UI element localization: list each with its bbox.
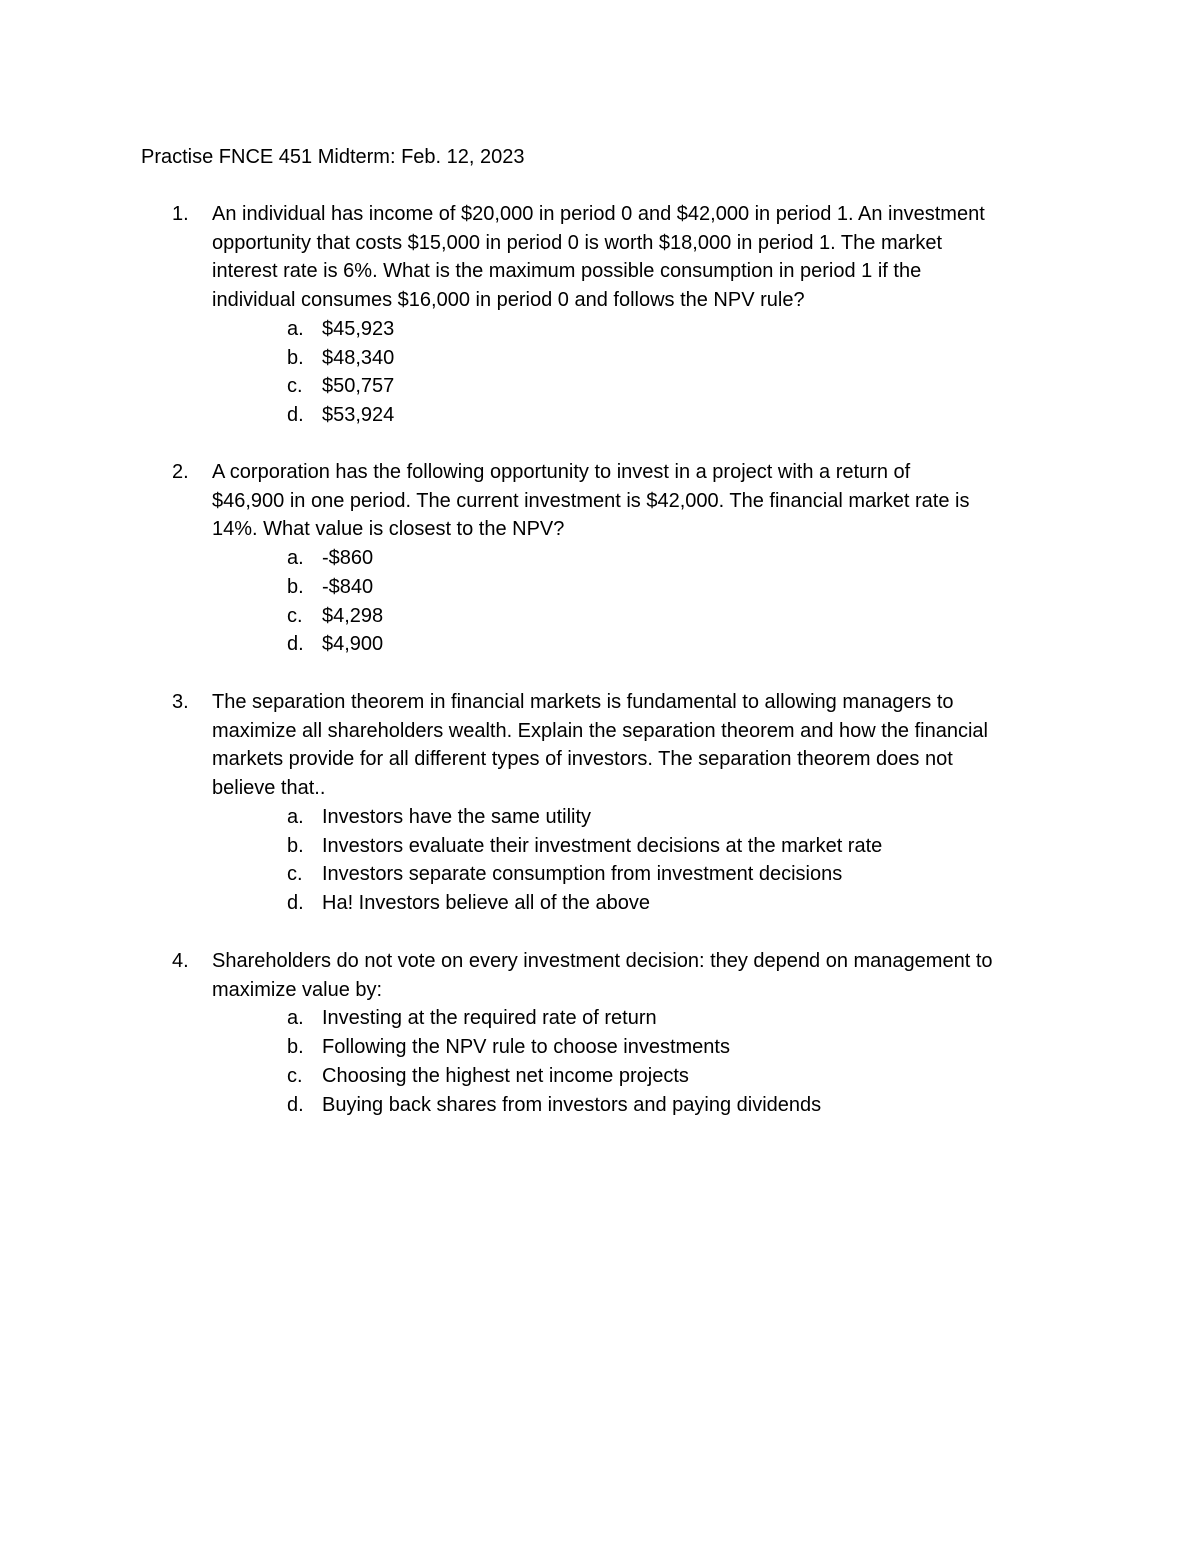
question-line: believe that.. bbox=[212, 777, 326, 800]
question-text bbox=[212, 200, 1072, 430]
question-2 bbox=[172, 458, 1072, 659]
option-letter: d. bbox=[287, 633, 304, 656]
question-text bbox=[212, 458, 1072, 659]
question-text bbox=[212, 947, 1072, 1119]
option-text: Investors separate consumption from investment decisions bbox=[322, 863, 843, 886]
answer-options bbox=[212, 544, 1072, 659]
question-3 bbox=[172, 688, 1072, 918]
answer-option bbox=[287, 1091, 1072, 1120]
option-letter: c. bbox=[287, 1064, 303, 1087]
question-line: Shareholders do not vote on every investment decision: they depend on management to bbox=[212, 950, 993, 972]
option-letter: c. bbox=[287, 604, 303, 627]
document-title: Practise FNCE 451 Midterm: Feb. 12, 2023 bbox=[141, 146, 525, 168]
option-text: $50,757 bbox=[322, 375, 395, 398]
option-letter: a. bbox=[287, 1007, 304, 1030]
option-text: Investing at the required rate of return bbox=[322, 1007, 657, 1030]
option-letter: c. bbox=[287, 375, 303, 398]
question-number: 2. bbox=[172, 461, 189, 483]
answer-options bbox=[212, 803, 1072, 918]
option-letter: c. bbox=[287, 863, 303, 886]
option-text: Investors evaluate their investment decisions at the market rate bbox=[322, 834, 883, 857]
option-letter: a. bbox=[287, 547, 304, 570]
question-number: 4. bbox=[172, 950, 189, 972]
answer-options bbox=[212, 315, 1072, 430]
question-4 bbox=[172, 947, 1072, 1119]
question-line: $46,900 in one period. The current investment is $42,000. The financial market rate is bbox=[212, 489, 970, 512]
answer-option bbox=[287, 602, 1072, 631]
answer-option bbox=[287, 1004, 1072, 1033]
option-text: $4,298 bbox=[322, 604, 384, 627]
option-letter: a. bbox=[287, 805, 304, 828]
option-text: Ha! Investors believe all of the above bbox=[322, 891, 650, 914]
question-line: markets provide for all different types of investors. The separation theorem does not bbox=[212, 748, 953, 771]
question-1 bbox=[172, 200, 1072, 430]
question-line: The separation theorem in financial markets is fundamental to allowing managers to bbox=[212, 691, 954, 713]
answer-option bbox=[287, 630, 1072, 659]
answer-option bbox=[287, 372, 1072, 401]
option-text: -$840 bbox=[322, 575, 374, 598]
answer-option bbox=[287, 803, 1072, 832]
answer-option bbox=[287, 344, 1072, 373]
option-text: $4,900 bbox=[322, 633, 384, 656]
option-letter: d. bbox=[287, 403, 304, 426]
option-text: Following the NPV rule to choose investments bbox=[322, 1036, 730, 1059]
question-line: 14%. What value is closest to the NPV? bbox=[212, 518, 565, 541]
answer-option bbox=[287, 860, 1072, 889]
answer-option bbox=[287, 401, 1072, 430]
question-number: 3. bbox=[172, 691, 189, 713]
option-text: -$860 bbox=[322, 547, 374, 570]
question-line: A corporation has the following opportunity to invest in a project with a return of bbox=[212, 461, 911, 483]
answer-options bbox=[212, 1004, 1072, 1119]
option-text: $53,924 bbox=[322, 403, 395, 426]
question-line: opportunity that costs $15,000 in period 0 is worth $18,000 in period 1. The market bbox=[212, 231, 943, 254]
question-text bbox=[212, 688, 1072, 918]
answer-option bbox=[287, 1033, 1072, 1062]
option-letter: a. bbox=[287, 317, 304, 340]
option-text: Buying back shares from investors and paying dividends bbox=[322, 1093, 822, 1116]
option-letter: d. bbox=[287, 891, 304, 914]
option-text: $45,923 bbox=[322, 317, 395, 340]
question-line: individual consumes $16,000 in period 0 and follows the NPV rule? bbox=[212, 289, 805, 312]
answer-option bbox=[287, 544, 1072, 573]
option-letter: d. bbox=[287, 1093, 304, 1116]
question-line: maximize all shareholders wealth. Explain the separation theorem and how the financial bbox=[212, 719, 988, 742]
question-number: 1. bbox=[172, 203, 189, 225]
answer-option bbox=[287, 832, 1072, 861]
option-text: Investors have the same utility bbox=[322, 805, 592, 828]
answer-option bbox=[287, 1062, 1072, 1091]
option-text: Choosing the highest net income projects bbox=[322, 1064, 689, 1087]
question-line: interest rate is 6%. What is the maximum possible consumption in period 1 if the bbox=[212, 260, 922, 283]
option-letter: b. bbox=[287, 834, 304, 857]
option-letter: b. bbox=[287, 346, 304, 369]
answer-option bbox=[287, 315, 1072, 344]
answer-option bbox=[287, 889, 1072, 918]
option-letter: b. bbox=[287, 575, 304, 598]
answer-option bbox=[287, 573, 1072, 602]
question-line: maximize value by: bbox=[212, 978, 383, 1001]
question-line: An individual has income of $20,000 in period 0 and $42,000 in period 1. An investment bbox=[212, 203, 985, 225]
option-text: $48,340 bbox=[322, 346, 395, 369]
option-letter: b. bbox=[287, 1036, 304, 1059]
